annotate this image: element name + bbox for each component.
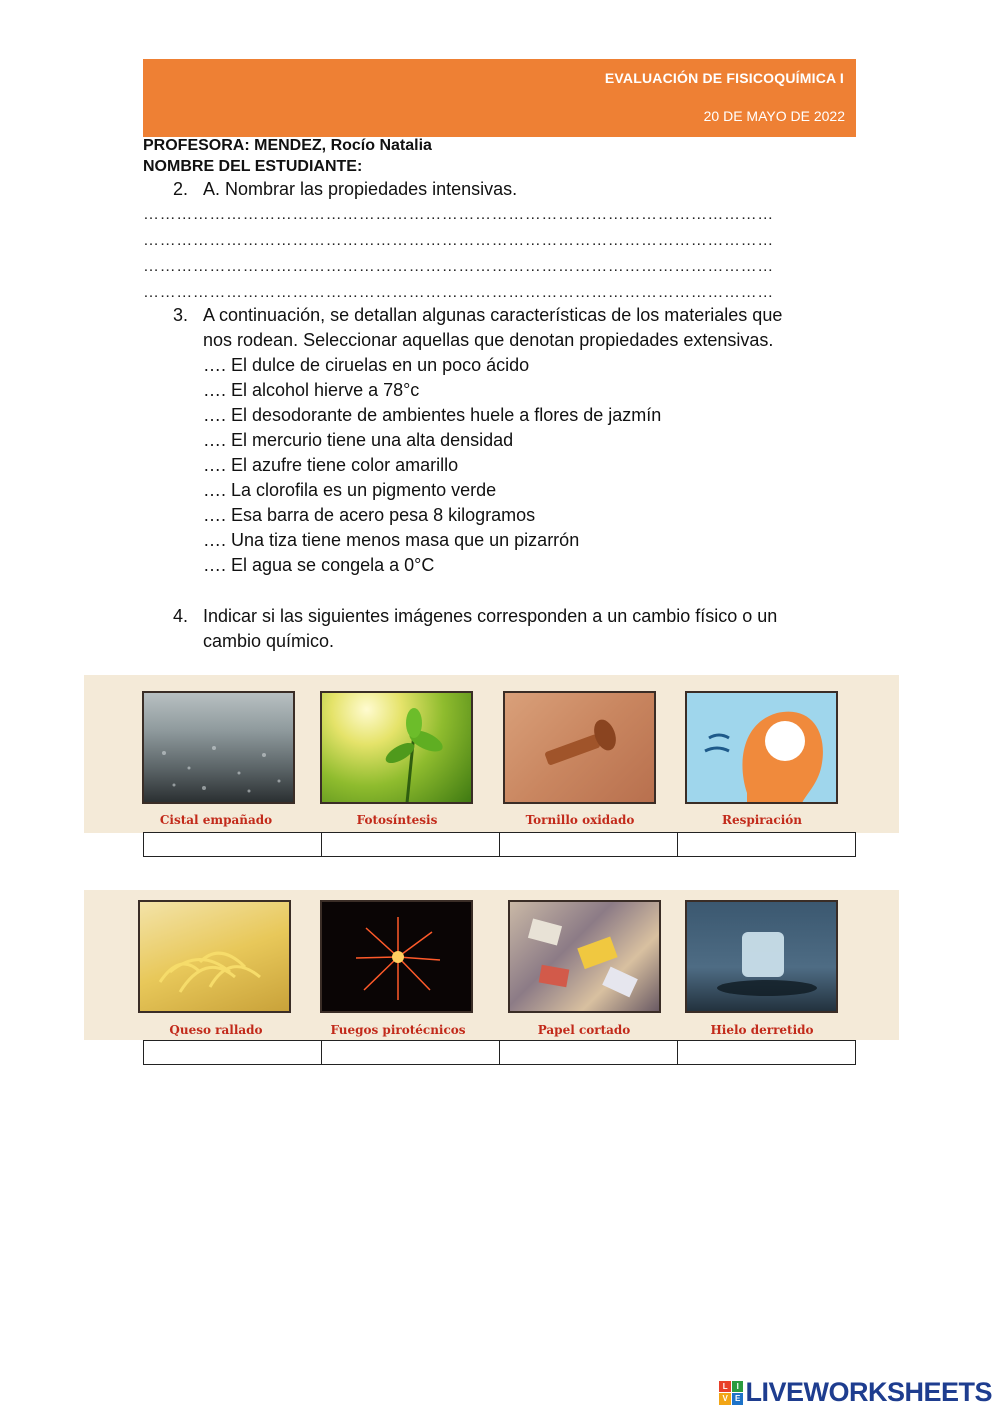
image-caption: Respiración — [721, 813, 802, 827]
fireworks-image — [320, 900, 473, 1013]
image-caption: Fotosíntesis — [356, 813, 438, 827]
q2-text: A. Nombrar las propiedades intensivas. — [203, 179, 518, 199]
q2-number: 2. — [173, 179, 189, 199]
exam-title: EVALUACIÓN DE FISICOQUÍMICA I — [604, 70, 844, 86]
head-breathing-icon — [687, 693, 838, 804]
answer-cell[interactable] — [144, 833, 322, 856]
answer-cell[interactable] — [144, 1041, 322, 1064]
answer-dots-line[interactable]: …………………………………………………………………………………………………… — [143, 258, 774, 275]
q3-number: 3. — [173, 305, 189, 325]
q3-item[interactable]: …. El dulce de ciruelas en un poco ácido — [203, 355, 530, 375]
image-caption: Papel cortado — [537, 1023, 631, 1037]
exam-date: 20 DE MAYO DE 2022 — [703, 108, 845, 124]
q3-text-line2: nos rodean. Seleccionar aquellas que denotan propiedades extensivas. — [203, 330, 774, 350]
liveworksheets-name: LIVEWORKSHEETS — [745, 1377, 992, 1407]
liveworksheets-logo — [719, 1377, 992, 1408]
answer-row-2 — [143, 1040, 856, 1065]
respiration-image — [685, 691, 838, 804]
q4-text-line2: cambio químico. — [203, 631, 335, 651]
image-caption: Queso rallado — [169, 1023, 263, 1037]
q3-item[interactable]: …. El desodorante de ambientes huele a flores de jazmín — [203, 405, 662, 425]
teacher-name: PROFESORA: MENDEZ, Rocío Natalia — [143, 137, 432, 154]
answer-cell[interactable] — [322, 1041, 500, 1064]
answer-row-1 — [143, 832, 856, 857]
image-strip-row1 — [84, 675, 899, 833]
answer-dots-line[interactable]: …………………………………………………………………………………………………… — [143, 284, 774, 301]
answer-dots-line[interactable]: …………………………………………………………………………………………………… — [143, 232, 774, 249]
answer-cell[interactable] — [678, 833, 855, 856]
answer-cell[interactable] — [322, 833, 500, 856]
q3-item[interactable]: …. El agua se congela a 0°C — [203, 555, 435, 575]
condensation-drops-icon — [144, 693, 295, 804]
student-name-label: NOMBRE DEL ESTUDIANTE: — [143, 158, 363, 175]
image-caption: Tornillo oxidado — [525, 813, 635, 827]
q3-item[interactable]: …. Una tiza tiene menos masa que un pizarrón — [203, 530, 580, 550]
q3-item[interactable]: …. El azufre tiene color amarillo — [203, 455, 459, 475]
q3-item[interactable]: …. El mercurio tiene una alta densidad — [203, 430, 514, 450]
grated-cheese-image — [138, 900, 291, 1013]
firework-icon — [322, 902, 473, 1013]
paper-pieces-icon — [510, 902, 661, 1013]
q3-item[interactable]: …. Esa barra de acero pesa 8 kilogramos — [203, 505, 536, 525]
q3-item[interactable]: …. La clorofila es un pigmento verde — [203, 480, 497, 500]
image-caption: Cistal empañado — [159, 813, 273, 827]
image-strip-row2 — [84, 890, 899, 1040]
photosynthesis-image — [320, 691, 473, 804]
leaf-icon — [322, 693, 473, 804]
header-band — [143, 59, 856, 137]
fogged-glass-image — [142, 691, 295, 804]
cut-paper-image — [508, 900, 661, 1013]
answer-dots-line[interactable]: …………………………………………………………………………………………………… — [143, 206, 774, 223]
q3-item[interactable]: …. El alcohol hierve a 78°c — [203, 380, 420, 400]
image-caption: Hielo derretido — [710, 1023, 814, 1037]
q3-text-line1: A continuación, se detallan algunas características de los materiales que — [203, 305, 783, 325]
q4-number: 4. — [173, 606, 189, 626]
q4-text-line1: Indicar si las siguientes imágenes corresponden a un cambio físico o un — [203, 606, 778, 626]
melting-ice-image — [685, 900, 838, 1013]
image-caption: Fuegos pirotécnicos — [330, 1023, 466, 1037]
liveworksheets-mark-icon: L I V E — [719, 1381, 743, 1405]
answer-cell[interactable] — [500, 833, 678, 856]
cheese-shreds-icon — [140, 902, 291, 1013]
screw-icon — [505, 693, 656, 804]
ice-cube-icon — [687, 902, 838, 1013]
rusty-screw-image — [503, 691, 656, 804]
answer-cell[interactable] — [678, 1041, 855, 1064]
answer-cell[interactable] — [500, 1041, 678, 1064]
